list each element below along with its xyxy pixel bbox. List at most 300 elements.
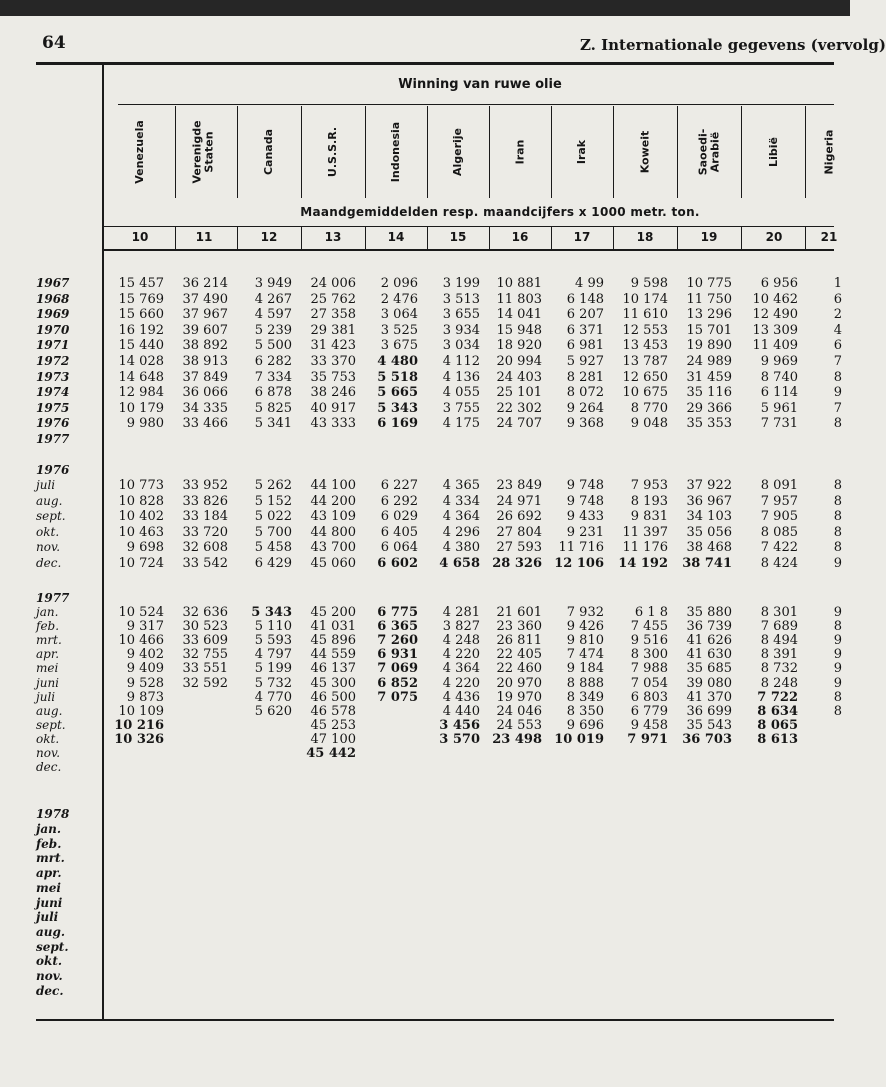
- table-cell: 47 100: [310, 731, 356, 747]
- table-cell: 5 961: [760, 400, 798, 416]
- row-label-year: 1976: [36, 416, 70, 431]
- table-cell: 2 096: [380, 276, 418, 291]
- table-cell: 22 405: [496, 647, 542, 663]
- row-label-month: juli: [36, 689, 56, 704]
- table-cell: 33 826: [182, 493, 228, 509]
- table-cell: 38 892: [182, 338, 228, 354]
- table-cell: 6 429: [254, 556, 292, 571]
- table-cell: 11 176: [622, 540, 668, 556]
- table-cell: 33 542: [182, 556, 228, 571]
- table-cell: 16 192: [118, 322, 164, 338]
- table-cell: 10 524: [118, 605, 164, 620]
- table-cell: 20 994: [496, 354, 542, 369]
- column-header-label: Algerije: [450, 127, 464, 177]
- table-cell: 41 630: [686, 647, 732, 663]
- column-header: [808, 106, 850, 198]
- column-header: [428, 106, 488, 198]
- table-cell: 41 626: [686, 633, 732, 649]
- table-cell: 4 597: [254, 307, 292, 323]
- table-cell: 35 685: [686, 661, 732, 677]
- table-cell: 12 553: [622, 322, 668, 338]
- table-cell: 41 031: [310, 619, 356, 635]
- row-label-month: okt.: [36, 731, 60, 746]
- table-cell: 5 732: [254, 675, 292, 691]
- table-cell: 8 634: [757, 703, 798, 719]
- column-header: [366, 106, 426, 198]
- table-cell: 6 207: [566, 307, 604, 323]
- table-cell: 9 810: [566, 633, 604, 649]
- table-cell: 9 598: [630, 276, 668, 291]
- table-cell: 7 932: [566, 605, 604, 620]
- table-cell: 11 397: [622, 524, 668, 540]
- table-cell: 9 748: [566, 493, 604, 509]
- table-cell: 12 984: [118, 385, 164, 401]
- column-number: 12: [260, 230, 278, 244]
- table-cell: 6 148: [566, 291, 604, 307]
- table-cell: 33 466: [182, 416, 228, 432]
- table-cell: 7 260: [377, 633, 418, 649]
- table-cell: 9 696: [566, 717, 604, 733]
- table-cell: 6 064: [380, 540, 418, 556]
- table-cell: 20 970: [496, 675, 542, 691]
- table-cell: 36 967: [686, 493, 732, 509]
- table-cell: 10 463: [118, 524, 164, 540]
- table-cell: 7 689: [760, 619, 798, 635]
- table-cell: 4 99: [575, 276, 604, 291]
- table-cell: 5 518: [377, 369, 418, 385]
- table-cell: 8: [833, 703, 842, 719]
- table-cell: 9 516: [630, 633, 668, 649]
- table-cell: 26 811: [496, 633, 542, 649]
- table-cell: 31 423: [310, 338, 356, 354]
- section-year-label: 1977: [36, 591, 70, 605]
- table-subtitle: Maandgemiddelden resp. maandcijfers x 1000 metr. ton.: [300, 205, 700, 219]
- table-cell: 9 748: [566, 478, 604, 493]
- table-cell: 7 988: [630, 661, 668, 677]
- section-year-label: 1976: [36, 463, 70, 477]
- row-label-month: jan.: [36, 822, 62, 836]
- column-header-label: Iran: [513, 139, 526, 165]
- table-cell: 8: [833, 493, 842, 509]
- table-cell: 15 440: [118, 338, 164, 354]
- table-cell: 3 034: [442, 338, 480, 354]
- table-cell: 4 281: [442, 605, 480, 620]
- table-cell: 45 200: [310, 605, 356, 620]
- table-cell: 10 019: [554, 731, 604, 747]
- table-cell: 35 116: [686, 385, 732, 401]
- table-cell: 8 281: [566, 369, 604, 385]
- row-label-month: aug.: [36, 924, 66, 939]
- table-cell: 38 468: [686, 540, 732, 556]
- row-label-month: juni: [36, 675, 60, 690]
- table-cell: 5 343: [377, 400, 418, 416]
- table-cell: 10 881: [496, 276, 542, 291]
- table-cell: 4 267: [254, 291, 292, 307]
- table-cell: 34 103: [686, 509, 732, 525]
- table-cell: 13 453: [622, 338, 668, 354]
- table-cell: 24 989: [686, 354, 732, 369]
- table-cell: 11 610: [622, 307, 668, 323]
- stub-divider: [102, 65, 104, 1021]
- column-header-label: U.S.S.R.: [325, 126, 339, 178]
- table-cell: 36 739: [686, 619, 732, 635]
- row-label-year: 1970: [36, 322, 70, 337]
- column-header: [678, 106, 740, 198]
- table-cell: 6 282: [254, 354, 292, 369]
- table-cell: 10 179: [118, 400, 164, 416]
- table-cell: 7 905: [760, 509, 798, 525]
- table-cell: 9: [833, 556, 842, 571]
- table-cell: 11 803: [496, 291, 542, 307]
- table-cell: 45 060: [310, 556, 356, 571]
- table-cell: 4 436: [442, 689, 480, 705]
- table-cell: 8: [833, 540, 842, 556]
- table-cell: 7 957: [760, 493, 798, 509]
- table-cell: 38 741: [682, 556, 732, 571]
- table-cell: 4 364: [442, 661, 480, 677]
- table-cell: 5 022: [254, 509, 292, 525]
- table-cell: 44 800: [310, 524, 356, 540]
- table-cell: 14 028: [118, 354, 164, 369]
- table-cell: 8 193: [630, 493, 668, 509]
- column-header-label: Venezuela: [133, 120, 146, 184]
- table-cell: 24 006: [310, 276, 356, 291]
- table-cell: 10 773: [118, 478, 164, 493]
- table-cell: 15 701: [686, 322, 732, 338]
- table-cell: 24 971: [496, 493, 542, 509]
- table-cell: 19 970: [496, 689, 542, 705]
- table-cell: 7 722: [757, 689, 798, 705]
- table-cell: 9 980: [126, 416, 164, 432]
- table-cell: 4 175: [442, 416, 480, 432]
- table-cell: 6: [833, 338, 842, 354]
- table-cell: 28 326: [492, 556, 542, 571]
- table-cell: 8: [833, 689, 842, 705]
- table-cell: 11 409: [752, 338, 798, 354]
- table-cell: 24 403: [496, 369, 542, 385]
- table-cell: 9 458: [630, 717, 668, 733]
- table-cell: 5 152: [254, 493, 292, 509]
- table-cell: 33 952: [182, 478, 228, 493]
- table-cell: 4 112: [442, 354, 480, 369]
- table-cell: 3 199: [442, 276, 480, 291]
- table-cell: 5 343: [251, 605, 292, 620]
- table-cell: 5 700: [254, 524, 292, 540]
- table-cell: 4: [833, 322, 842, 338]
- table-cell: 15 948: [496, 322, 542, 338]
- row-label-month: nov.: [36, 969, 63, 983]
- table-cell: 14 648: [118, 369, 164, 385]
- row-label-month: jan.: [36, 605, 59, 619]
- table-cell: 46 500: [310, 689, 356, 705]
- column-header: [108, 106, 172, 198]
- table-cell: 8: [833, 619, 842, 635]
- row-label-month: dec.: [36, 556, 62, 570]
- table-cell: 8 248: [760, 675, 798, 691]
- table-cell: 37 922: [686, 478, 732, 493]
- table-cell: 7 069: [377, 661, 418, 677]
- column-header: [302, 106, 364, 198]
- table-cell: 7 474: [566, 647, 604, 663]
- table-cell: 25 762: [310, 291, 356, 307]
- table-cell: 21 601: [496, 605, 542, 620]
- row-label-year: 1967: [36, 276, 70, 290]
- column-number: 11: [195, 230, 213, 244]
- table-cell: 4 220: [442, 647, 480, 663]
- column-number: 20: [765, 230, 783, 244]
- table-cell: 36 699: [686, 703, 732, 719]
- table-cell: 25 101: [496, 385, 542, 401]
- table-cell: 5 341: [254, 416, 292, 432]
- table-cell: 9 873: [126, 689, 164, 705]
- table-cell: 9 409: [126, 661, 164, 677]
- table-cell: 13 787: [622, 354, 668, 369]
- table-cell: 9 969: [760, 354, 798, 369]
- table-cell: 9 698: [126, 540, 164, 556]
- table-cell: 24 707: [496, 416, 542, 432]
- table-cell: 36 703: [682, 731, 732, 747]
- table-cell: 11 716: [558, 540, 604, 556]
- table-cell: 9 433: [566, 509, 604, 525]
- table-cell: 10 326: [114, 731, 164, 747]
- column-header-label: Verenigde Staten: [190, 120, 216, 184]
- table-cell: 13 296: [686, 307, 732, 323]
- table-cell: 3 827: [442, 619, 480, 635]
- table-cell: 4 248: [442, 633, 480, 649]
- table-cell: 22 302: [496, 400, 542, 416]
- table-cell: 37 490: [182, 291, 228, 307]
- table-cell: 7: [833, 400, 842, 416]
- table-cell: 12 650: [622, 369, 668, 385]
- table-cell: 35 753: [310, 369, 356, 385]
- table-cell: 3 570: [439, 731, 480, 747]
- page-number: 64: [42, 33, 66, 53]
- table-cell: 5 458: [254, 540, 292, 556]
- table-cell: 29 381: [310, 322, 356, 338]
- table-cell: 36 066: [182, 385, 228, 401]
- table-cell: 7 971: [627, 731, 668, 747]
- table-cell: 9 231: [566, 524, 604, 540]
- table-cell: 9 528: [126, 675, 164, 691]
- table-cell: 6 292: [380, 493, 418, 509]
- table-cell: 6 775: [377, 605, 418, 620]
- table-cell: 11 750: [686, 291, 732, 307]
- table-cell: 27 804: [496, 524, 542, 540]
- table-cell: 33 551: [182, 661, 228, 677]
- column-number-bottom-rule: [104, 249, 834, 251]
- row-label-month: feb.: [36, 836, 62, 851]
- column-header: [614, 106, 676, 198]
- row-label-month: aug.: [36, 493, 63, 508]
- table-cell: 10 174: [622, 291, 668, 307]
- table-cell: 32 608: [182, 540, 228, 556]
- table-cell: 10 109: [118, 703, 164, 719]
- table-cell: 27 358: [310, 307, 356, 323]
- table-cell: 33 720: [182, 524, 228, 540]
- table-cell: 46 137: [310, 661, 356, 677]
- table-cell: 30 523: [182, 619, 228, 635]
- table-cell: 7 953: [630, 478, 668, 493]
- table-cell: 4 334: [442, 493, 480, 509]
- table-cell: 8: [833, 509, 842, 525]
- table-cell: 40 917: [310, 400, 356, 416]
- table-cell: 15 457: [118, 276, 164, 291]
- table-cell: 6 852: [377, 675, 418, 691]
- table-cell: 6 365: [377, 619, 418, 635]
- table-cell: 3 525: [380, 322, 418, 338]
- table-cell: 19 890: [686, 338, 732, 354]
- table-cell: 8 091: [760, 478, 798, 493]
- table-cell: 35 880: [686, 605, 732, 620]
- table-cell: 3 755: [442, 400, 480, 416]
- section-year-label: 1978: [36, 807, 70, 821]
- table-cell: 37 849: [182, 369, 228, 385]
- table-cell: 3 934: [442, 322, 480, 338]
- table-cell: 8 072: [566, 385, 604, 401]
- table-cell: 9: [833, 633, 842, 649]
- column-number: 21: [820, 230, 838, 244]
- table-cell: 6 602: [377, 556, 418, 571]
- column-header: [172, 106, 236, 198]
- table-cell: 29 366: [686, 400, 732, 416]
- column-number: 18: [636, 230, 654, 244]
- table-cell: 24 046: [496, 703, 542, 719]
- table-cell: 8: [833, 524, 842, 540]
- table-cell: 45 896: [310, 633, 356, 649]
- table-cell: 8 350: [566, 703, 604, 719]
- row-label-month: mei: [36, 661, 59, 676]
- row-label-year: 1971: [36, 338, 70, 353]
- table-cell: 6: [833, 291, 842, 307]
- table-cell: 45 253: [310, 717, 356, 733]
- row-label-month: sept.: [36, 939, 69, 954]
- table-cell: 13 309: [752, 322, 798, 338]
- row-label-month: mrt.: [36, 851, 65, 866]
- table-cell: 9 368: [566, 416, 604, 432]
- table-cell: 8 494: [760, 633, 798, 649]
- table-cell: 43 333: [310, 416, 356, 432]
- table-cell: 5 500: [254, 338, 292, 354]
- table-cell: 38 246: [310, 385, 356, 401]
- table-cell: 8 424: [760, 556, 798, 571]
- table-cell: 3 456: [439, 717, 480, 733]
- row-label-year: 1977: [36, 432, 70, 446]
- table-cell: 9 048: [630, 416, 668, 432]
- table-cell: 31 459: [686, 369, 732, 385]
- table-cell: 7 054: [630, 675, 668, 691]
- table-cell: 7 075: [377, 689, 418, 705]
- table-cell: 9: [833, 385, 842, 401]
- table-cell: 5 110: [254, 619, 292, 635]
- table-cell: 4 658: [439, 556, 480, 571]
- row-label-year: 1969: [36, 307, 70, 322]
- scan-top-band: [0, 0, 850, 16]
- table-cell: 6 803: [630, 689, 668, 705]
- table-cell: 9: [833, 661, 842, 677]
- table-cell: 4 220: [442, 675, 480, 691]
- table-cell: 9 426: [566, 619, 604, 635]
- column-header: [490, 106, 550, 198]
- table-cell: 9 184: [566, 661, 604, 677]
- table-cell: 6 981: [566, 338, 604, 354]
- row-label-month: juli: [36, 910, 59, 925]
- table-cell: 6 227: [380, 478, 418, 493]
- table-cell: 8 300: [630, 647, 668, 663]
- column-number: 16: [511, 230, 529, 244]
- table-cell: 8 613: [757, 731, 798, 747]
- table-cell: 4 440: [442, 703, 480, 719]
- column-number: 15: [449, 230, 467, 244]
- table-cell: 5 927: [566, 354, 604, 369]
- table-cell: 34 335: [182, 400, 228, 416]
- row-label-month: apr.: [36, 647, 60, 662]
- column-header-label: Libië: [766, 137, 780, 167]
- table-cell: 7 422: [760, 540, 798, 556]
- column-number: 13: [324, 230, 342, 244]
- column-number-top-rule: [104, 226, 834, 227]
- table-cell: 38 913: [182, 354, 228, 369]
- row-label-month: aug.: [36, 703, 63, 718]
- table-cell: 45 442: [306, 746, 356, 761]
- table-cell: 23 498: [492, 731, 542, 747]
- table-cell: 8: [833, 416, 842, 432]
- row-label-month: nov.: [36, 540, 61, 555]
- table-cell: 9 264: [566, 400, 604, 416]
- table-cell: 14 041: [496, 307, 542, 323]
- table-cell: 5 262: [254, 478, 292, 493]
- table-cell: 4 364: [442, 509, 480, 525]
- table-cell: 10 466: [118, 633, 164, 649]
- table-cell: 43 700: [310, 540, 356, 556]
- column-header-label: Indonesia: [389, 121, 403, 183]
- column-header-label: Canada: [261, 128, 275, 176]
- column-header-label: Nigeria: [822, 129, 835, 175]
- column-number: 14: [387, 230, 405, 244]
- row-label-year: 1973: [36, 369, 70, 384]
- column-header: [552, 106, 612, 198]
- table-cell: 6 371: [566, 322, 604, 338]
- table-cell: 22 460: [496, 661, 542, 677]
- table-cell: 7 731: [760, 416, 798, 432]
- table-cell: 5 239: [254, 322, 292, 338]
- table-cell: 8 349: [566, 689, 604, 705]
- row-label-year: 1972: [36, 354, 70, 368]
- table-cell: 39 607: [182, 322, 228, 338]
- table-cell: 7: [833, 354, 842, 369]
- table-cell: 32 755: [182, 647, 228, 663]
- table-cell: 4 365: [442, 478, 480, 493]
- table-cell: 10 216: [114, 717, 164, 733]
- table-cell: 32 636: [182, 605, 228, 620]
- row-label-month: sept.: [36, 509, 66, 524]
- table-cell: 6 1 8: [634, 605, 668, 620]
- table-cell: 35 543: [686, 717, 732, 733]
- row-label-month: dec.: [36, 760, 62, 775]
- table-cell: 44 559: [310, 647, 356, 663]
- row-label-month: feb.: [36, 619, 60, 634]
- table-cell: 5 620: [254, 703, 292, 719]
- column-header: [742, 106, 806, 198]
- table-cell: 8 740: [760, 369, 798, 385]
- column-header-label: Irak: [574, 139, 588, 165]
- table-cell: 26 692: [496, 509, 542, 525]
- table-cell: 7 334: [254, 369, 292, 385]
- table-cell: 9: [833, 605, 842, 620]
- table-cell: 8 888: [566, 675, 604, 691]
- table-cell: 5 665: [377, 385, 418, 401]
- table-cell: 23 849: [496, 478, 542, 493]
- table-cell: 8 301: [760, 605, 798, 620]
